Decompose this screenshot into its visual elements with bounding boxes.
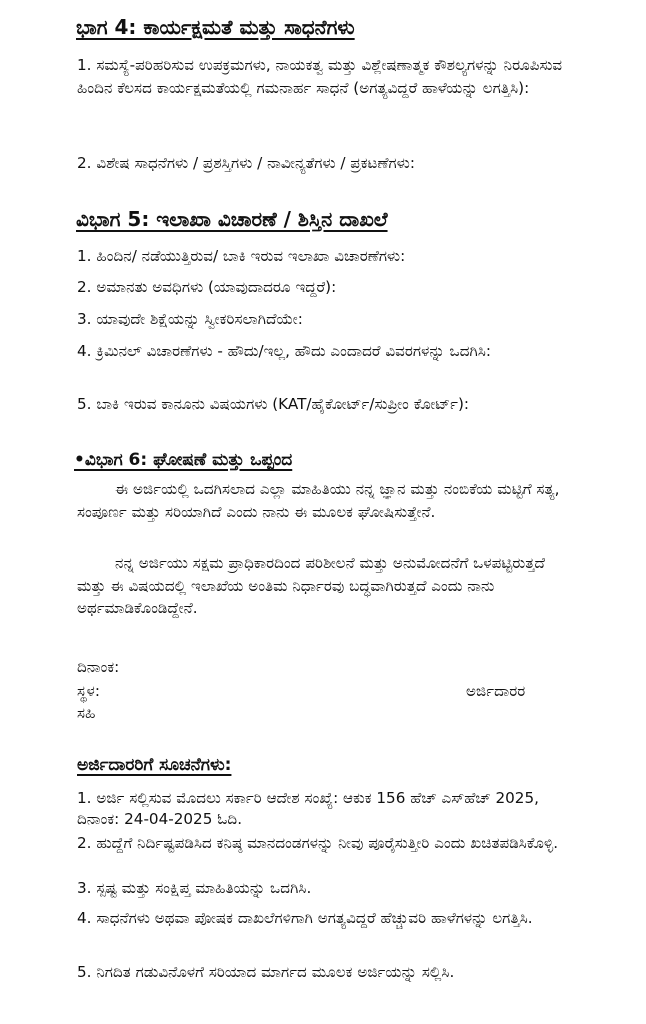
- section4-item-2: 2. ವಿಶೇಷ ಸಾಧನೆಗಳು / ಪ್ರಶಸ್ತಿಗಳು / ನಾವೀನ್ಯತೆಗಳು / ಪ್ರಕಟಣೆಗಳು:: [77, 154, 415, 172]
- section6-title: •ವಿಭಾಗ 6: ಘೋಷಣೆ ಮತ್ತು ಒಪ್ಪಂದ: [74, 450, 293, 470]
- section5-item-3: 3. ಯಾವುದೇ ಶಿಕ್ಷೆಯನ್ನು ಸ್ವೀಕರಿಸಲಾಗಿದೆಯೇ:: [77, 310, 303, 328]
- instruction-item-1: 1. ಅರ್ಜಿ ಸಲ್ಲಿಸುವ ಮೊದಲು ಸರ್ಕಾರಿ ಆದೇಶ ಸಂಖ್ಯೆ: ಆಕುಕ 156 ಹೆಚ್ ಎಸ್‌ಹೆಚ್ 2025, ದಿನಾಂಕ: 24-04-2025 ಓದಿ.: [77, 789, 539, 828]
- instructions-title: ಅರ್ಜಿದಾರರಿಗೆ ಸೂಚನೆಗಳು:: [77, 755, 232, 775]
- section5-item-5: 5. ಬಾಕಿ ಇರುವ ಕಾನೂನು ವಿಷಯಗಳು (KAT/ಹೈಕೋರ್ಟ್/ಸುಪ್ರೀಂ ಕೋರ್ಟ್):: [77, 395, 470, 413]
- instruction-item-4: 4. ಸಾಧನೆಗಳು ಅಥವಾ ಪೋಷಕ ದಾಖಲೆಗಳಿಗಾಗಿ ಅಗತ್ಯವಿದ್ದರೆ ಹೆಚ್ಚುವರಿ ಹಾಳೆಗಳನ್ನು ಲಗತ್ತಿಸಿ.: [77, 909, 533, 927]
- applicant-label: ಅರ್ಜಿದಾರರ: [466, 682, 526, 700]
- signature-label: ಸಹಿ: [77, 704, 96, 722]
- declaration-paragraph-2: ನನ್ನ ಅರ್ಜಿಯು ಸಕ್ಷಮ ಪ್ರಾಧಿಕಾರದಿಂದ ಪರಿಶೀಲನೆ ಮತ್ತು ಅನುಮೋದನೆಗೆ ಒಳಪಟ್ಟಿರುತ್ತದೆ ಮತ್ತು ಈ ವಿಷಯದಲ್ಲಿ ಇಲಾಖೆಯ ಅಂತಿಮ ನಿರ್ಧಾರವು ಬದ್ಧವಾಗಿರುತ್ತದೆ ಎಂದು ನಾನು ಅರ್ಥಮಾಡಿಕೊಂಡಿದ್ದೇನೆ.: [77, 554, 545, 617]
- place-label: ಸ್ಥಳ:: [77, 682, 100, 700]
- declaration-paragraph-1: ಈ ಅರ್ಜಿಯಲ್ಲಿ ಒದಗಿಸಲಾದ ಎಲ್ಲಾ ಮಾಹಿತಿಯು ನನ್ನ ಜ್ಞಾನ ಮತ್ತು ನಂಬಿಕೆಯ ಮಟ್ಟಿಗೆ ಸತ್ಯ, ಸಂಪೂರ್ಣ ಮತ್ತು ಸರಿಯಾಗಿದೆ ಎಂದು ನಾನು ಈ ಮೂಲಕ ಘೋಷಿಸುತ್ತೇನೆ.: [77, 480, 560, 521]
- instruction-item-2: 2. ಹುದ್ದೆಗೆ ನಿರ್ದಿಷ್ಟಪಡಿಸಿದ ಕನಿಷ್ಠ ಮಾನದಂಡಗಳನ್ನು ನೀವು ಪೂರೈಸುತ್ತೀರಿ ಎಂದು ಖಚಿತಪಡಿಸಿಕೊಳ್ಳಿ.: [77, 834, 559, 852]
- date-label: ದಿನಾಂಕ:: [77, 658, 120, 676]
- section4-item-1: 1. ಸಮಸ್ಯೆ-ಪರಿಹರಿಸುವ ಉಪಕ್ರಮಗಳು, ನಾಯಕತ್ವ ಮತ್ತು ವಿಶ್ಲೇಷಣಾತ್ಮಕ ಕೌಶಲ್ಯಗಳನ್ನು ನಿರೂಪಿಸುವ ಹಿಂದಿನ ಕೆಲಸದ ಕಾರ್ಯಕ್ಷಮತೆಯಲ್ಲಿ ಗಮನಾರ್ಹ ಸಾಧನೆ (ಅಗತ್ಯವಿದ್ದರೆ ಹಾಳೆಯನ್ನು ಲಗತ್ತಿಸಿ):: [77, 56, 563, 97]
- section4-title: ಭಾಗ 4: ಕಾರ್ಯಕ್ಷಮತೆ ಮತ್ತು ಸಾಧನೆಗಳು: [76, 15, 355, 39]
- instruction-item-3: 3. ಸ್ಪಷ್ಟ ಮತ್ತು ಸಂಕ್ಷಿಪ್ತ ಮಾಹಿತಿಯನ್ನು ಒದಗಿಸಿ.: [77, 879, 312, 897]
- section5-item-1: 1. ಹಿಂದಿನ/ ನಡೆಯುತ್ತಿರುವ/ ಬಾಕಿ ಇರುವ ಇಲಾಖಾ ವಿಚಾರಣೆಗಳು:: [77, 247, 406, 265]
- instruction-item-5: 5. ನಿಗದಿತ ಗಡುವಿನೊಳಗೆ ಸರಿಯಾದ ಮಾರ್ಗದ ಮೂಲಕ ಅರ್ಜಿಯನ್ನು ಸಲ್ಲಿಸಿ.: [77, 963, 455, 981]
- section5-title: ವಿಭಾಗ 5: ಇಲಾಖಾ ವಿಚಾರಣೆ / ಶಿಸ್ತಿನ ದಾಖಲೆ: [76, 207, 388, 231]
- section5-item-2: 2. ಅಮಾನತು ಅವಧಿಗಳು (ಯಾವುದಾದರೂ ಇದ್ದರೆ):: [77, 278, 337, 296]
- section5-item-4: 4. ಕ್ರಿಮಿನಲ್ ವಿಚಾರಣೆಗಳು - ಹೌದು/ಇಲ್ಲ, ಹೌದು ಎಂದಾದರೆ ವಿವರಗಳನ್ನು ಒದಗಿಸಿ:: [77, 342, 492, 360]
